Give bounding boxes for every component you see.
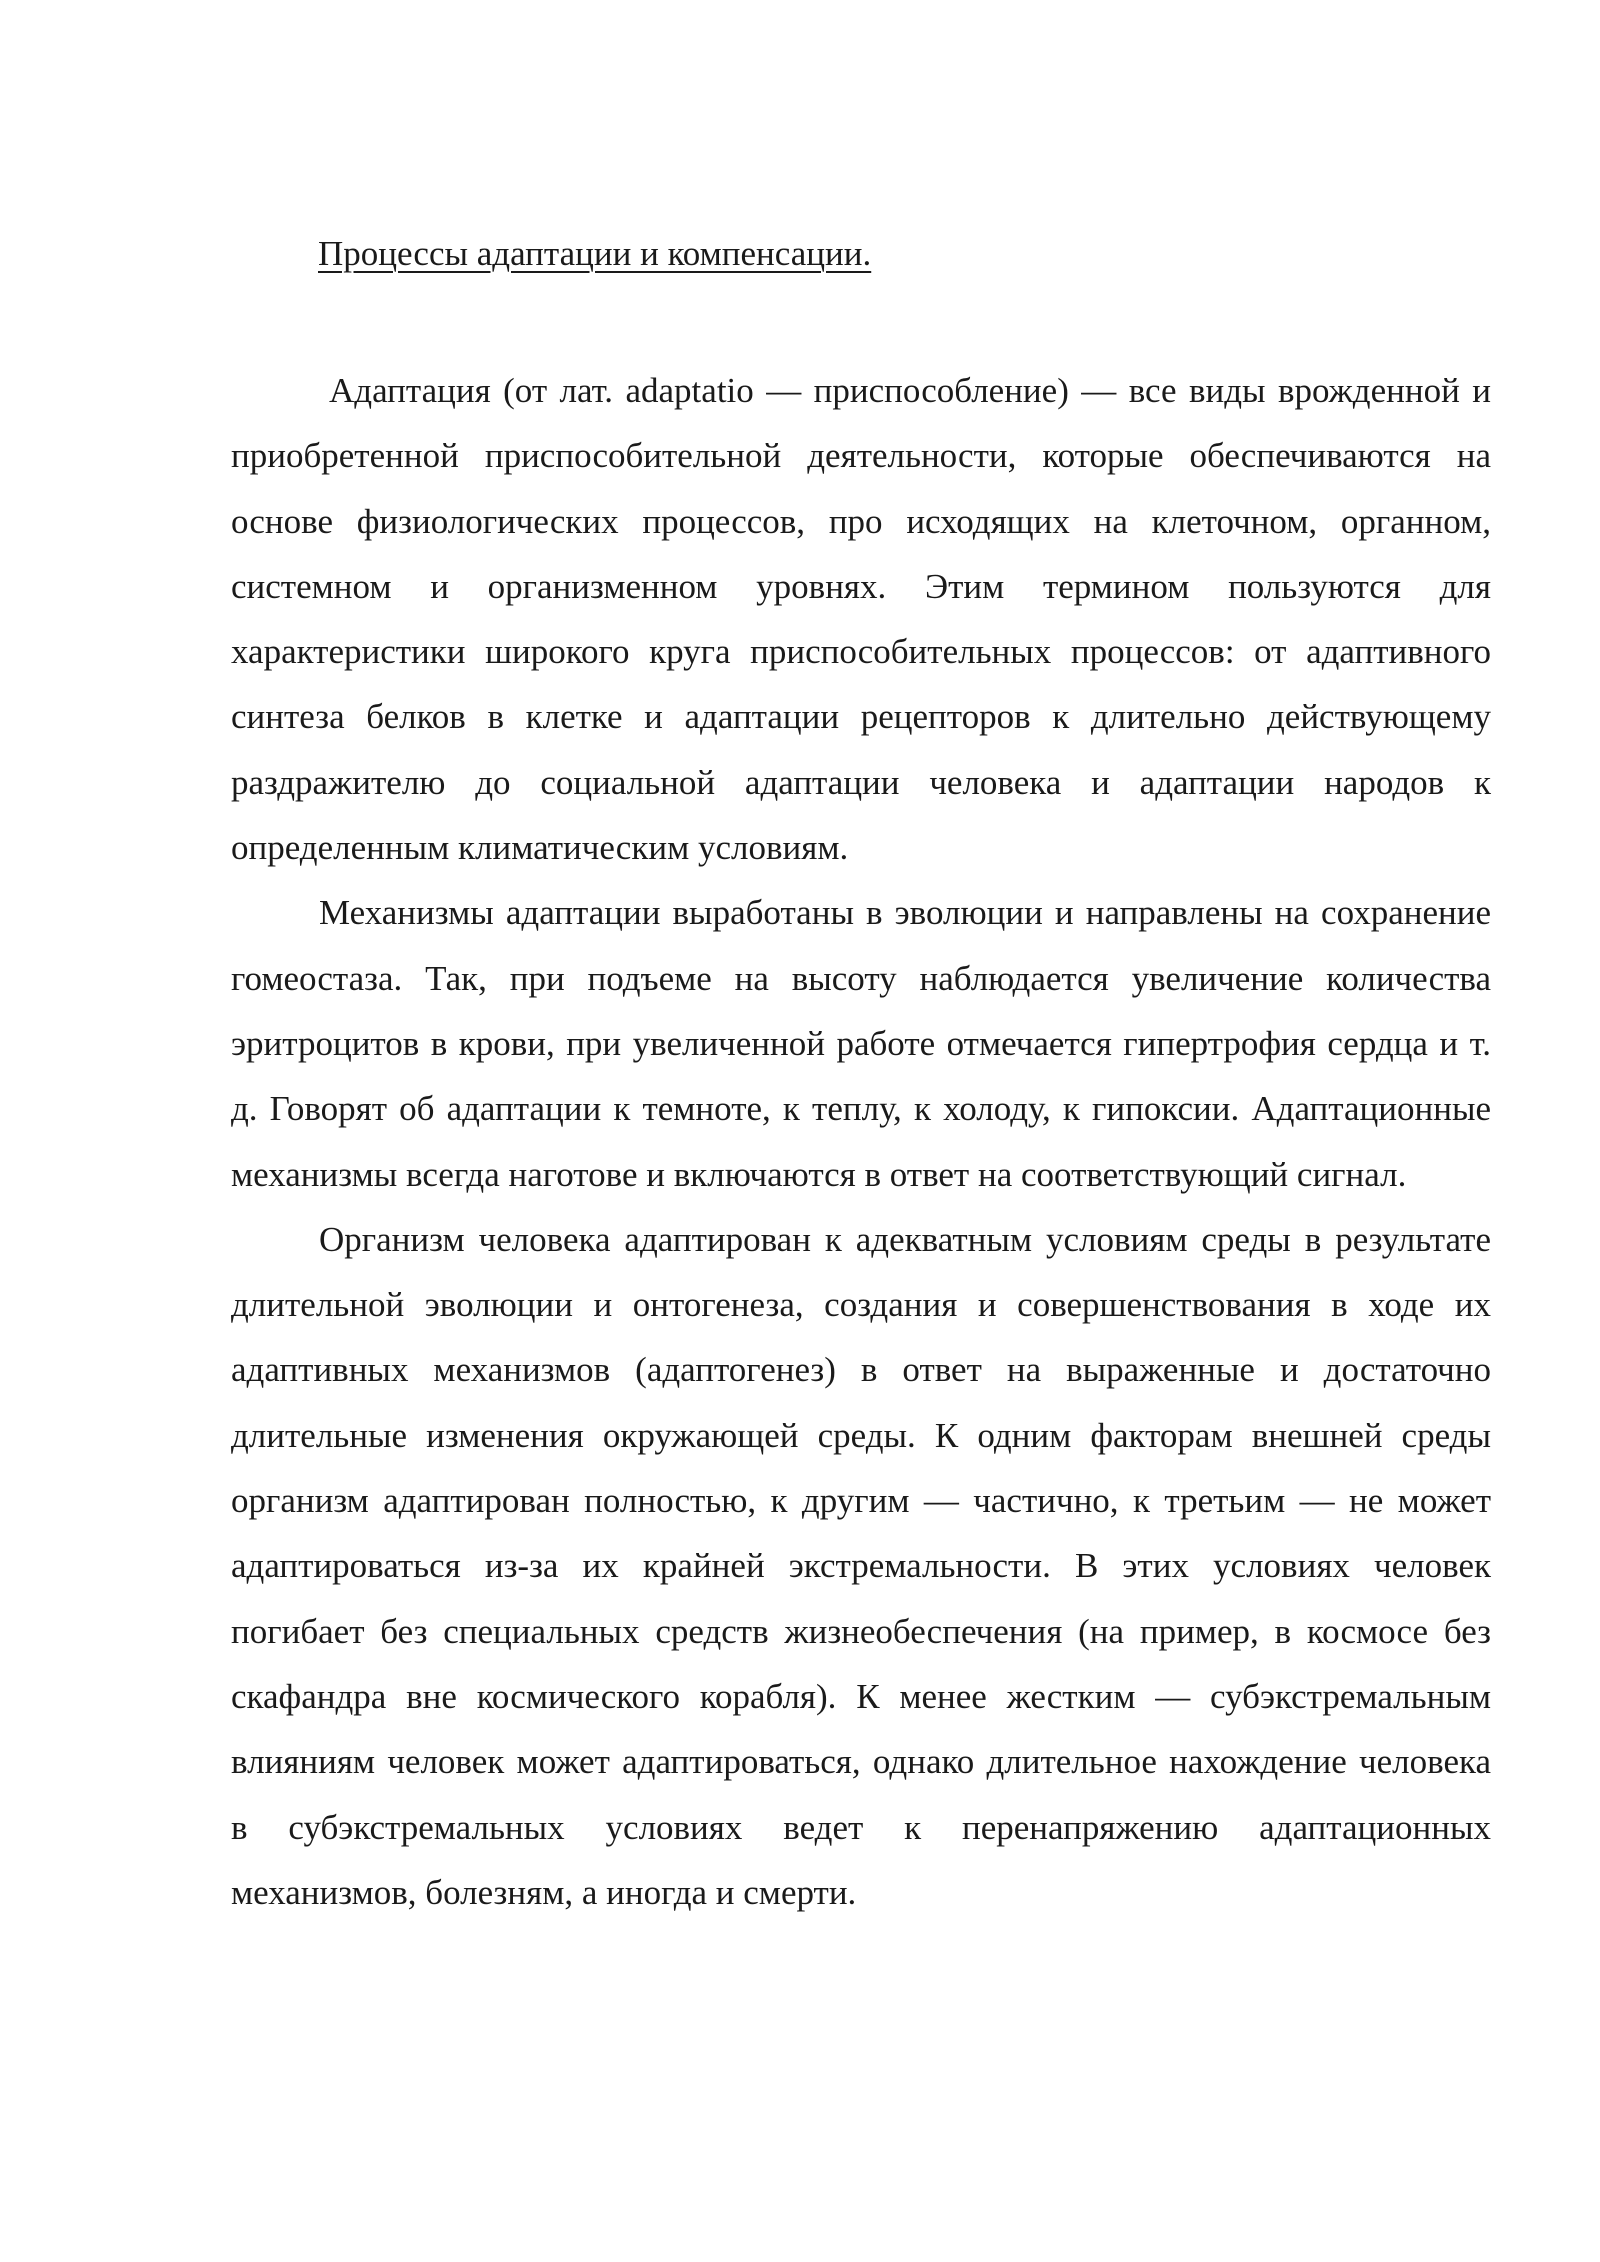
document-body [231, 358, 1491, 1925]
paragraph-adaptation-definition: Адаптация (от лат. adaptatio — приспособление) — все виды врожденной и приобретенной приспособительной деятельности, которые обеспечиваются на основе физиологических процессов, про исходящих на клеточном, органном, системном и организменном уровнях. Этим термином пользуются для характеристики широкого круга приспособительных процессов: от адаптивного синтеза белков в клетке и адаптации рецепторов к длительно действующему раздражителю до социальной адаптации человека и адаптации народов к определенным климатическим условиям. [231, 371, 1491, 868]
paragraph-human-adaptation: Организм человека адаптирован к адекватным условиям среды в результате длительной эволюции и онтогенеза, создания и совершенствования в ходе их адаптивных механизмов (адаптогенез) в ответ на выраженные и достаточно длительные изменения окружающей среды. К одним факторам внешней среды организм адаптирован полностью, к другим — частично, к третьим — не может адаптироваться из-за их крайней экстремальности. В этих условиях человек погибает без специальных средств жизнеобеспечения (на пример, в космосе без скафандра вне космического корабля). К менее жестким — субэкстремальным влияниям человек может адаптироваться, однако длительное нахождение человека в субэкстремальных условиях ведет к перенапряжению адаптационных механизмов, болезням, а иногда и смерти. [231, 1219, 1491, 1912]
document-title: Процессы адаптации и компенсации. [318, 234, 872, 273]
paragraph-adaptation-mechanisms: Механизмы адаптации выработаны в эволюции и направлены на сохранение гомеостаза. Так, при подъеме на высоту наблюдается увеличение количества эритроцитов в крови, при увеличенной работе отмечается гипертрофия сердца и т. д. Говорят об адаптации к темноте, к теплу, к холоду, к гипоксии. Адаптационные механизмы всегда наготове и включаются в ответ на соответствующий сигнал. [231, 893, 1491, 1194]
